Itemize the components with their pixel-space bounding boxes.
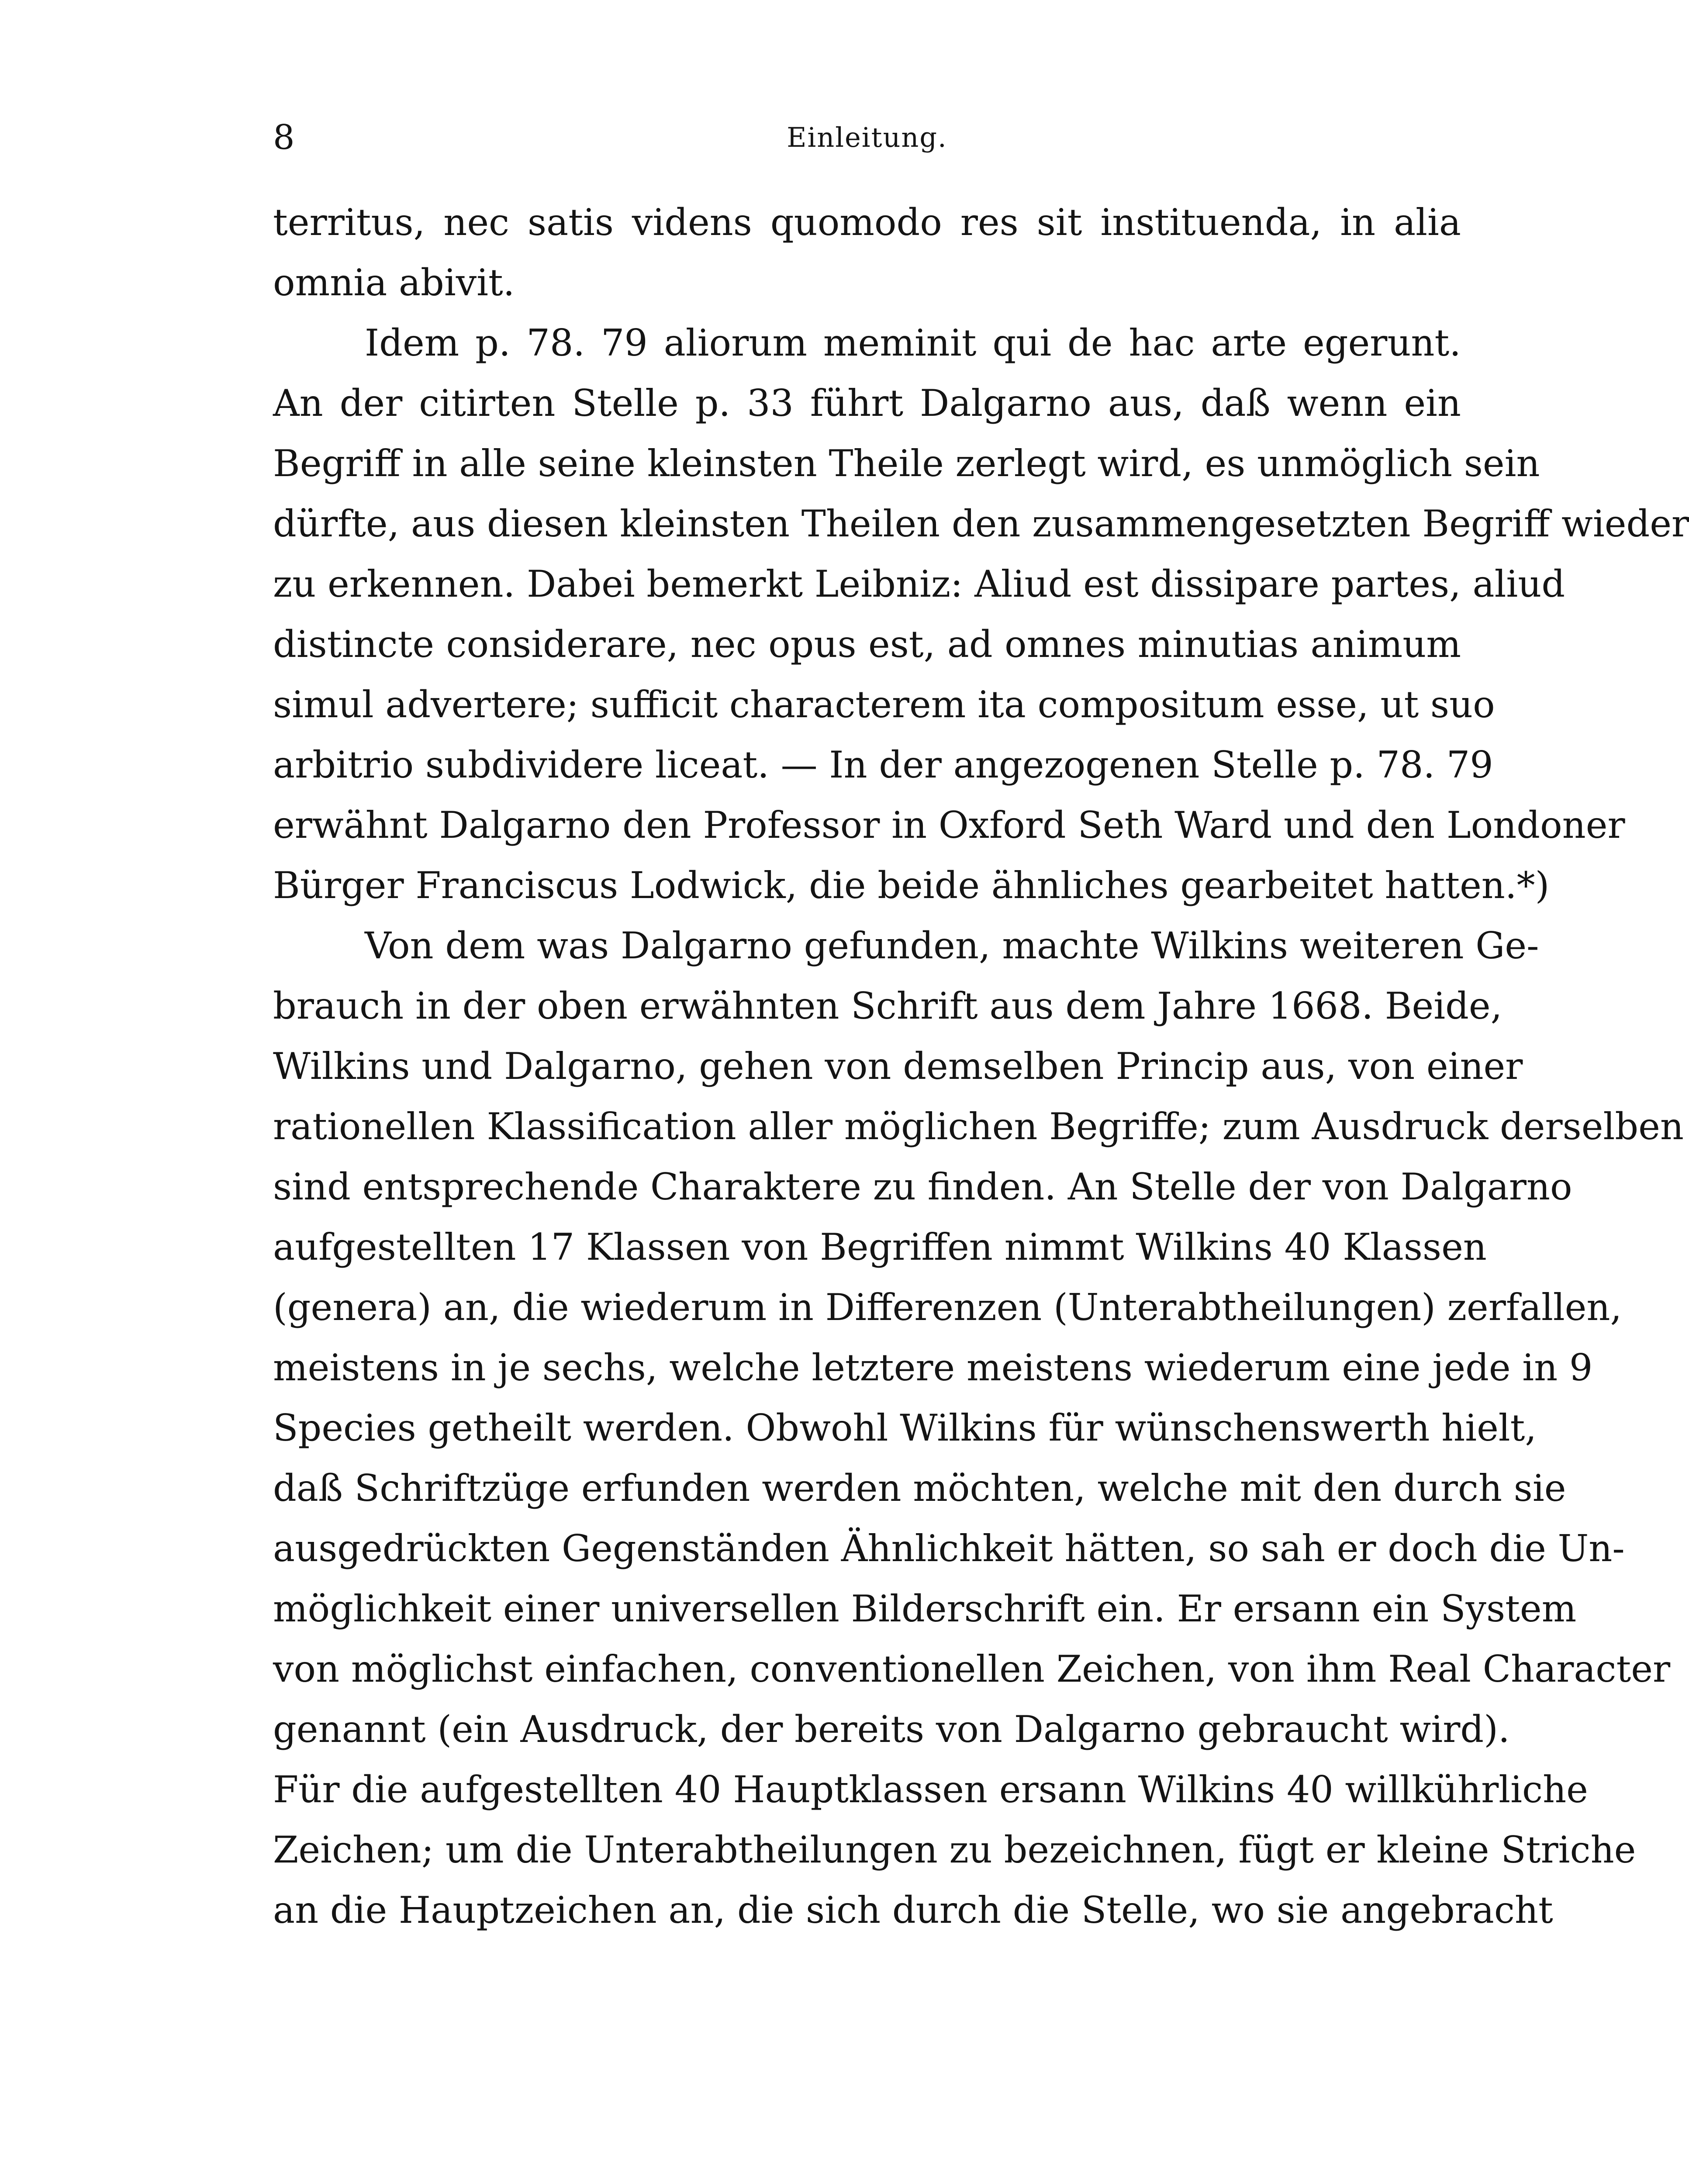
text-line: möglichkeit einer universellen Bilderschrift ein. Er ersann ein System — [273, 1587, 1577, 1630]
text-line: Für die aufgestellten 40 Hauptklassen ersann Wilkins 40 willkührliche — [273, 1768, 1588, 1811]
text-line: sind entsprechende Charaktere zu finden. An Stelle der von Dalgarno — [273, 1165, 1572, 1208]
text-line: Zeichen; um die Unterabtheilungen zu bezeichnen, fügt er kleine Striche — [273, 1828, 1636, 1871]
text-line: brauch in der oben erwähnten Schrift aus dem Jahre 1668. Beide, — [273, 985, 1502, 1027]
text-line: territus, nec satis videns quomodo res sit instituenda, in alia — [273, 201, 1461, 244]
text-line: dürfte, aus diesen kleinsten Theilen den zusammengesetzten Begriff wieder — [273, 502, 1689, 545]
page-number: 8 — [273, 118, 295, 157]
text-line: rationellen Klassification aller möglichen Begriffe; zum Ausdruck derselben — [273, 1105, 1684, 1148]
text-line: von möglichst einfachen, conventionellen Zeichen, von ihm Real Character — [273, 1648, 1671, 1690]
text-line: Species getheilt werden. Obwohl Wilkins für wünschenswerth hielt, — [273, 1406, 1537, 1449]
text-line: Begriff in alle seine kleinsten Theile zerlegt wird, es unmöglich sein — [273, 442, 1540, 485]
text-line: (genera) an, die wiederum in Differenzen (Unterabtheilungen) zerfallen, — [273, 1286, 1622, 1329]
text-line: Wilkins und Dalgarno, gehen von demselben Princip aus, von einer — [273, 1045, 1523, 1088]
text-line: ausgedrückten Gegenständen Ähnlichkeit hätten, so sah er doch die Un- — [273, 1527, 1625, 1570]
body-text — [273, 192, 1689, 1940]
text-line: arbitrio subdividere liceat. — In der angezogenen Stelle p. 78. 79 — [273, 743, 1493, 786]
text-line: erwähnt Dalgarno den Professor in Oxford Seth Ward und den Londoner — [273, 804, 1625, 847]
text-line: zu erkennen. Dabei bemerkt Leibniz: Aliud est dissipare partes, aliud — [273, 563, 1565, 605]
text-line: omnia abivit. — [273, 261, 515, 304]
text-line: An der citirten Stelle p. 33 führt Dalgarno aus, daß wenn ein — [273, 382, 1461, 425]
text-line: an die Hauptzeichen an, die sich durch die Stelle, wo sie angebracht — [273, 1889, 1553, 1932]
page-header — [273, 118, 1461, 170]
text-line: Idem p. 78. 79 aliorum meminit qui de hac arte egerunt. — [365, 321, 1461, 364]
text-line: simul advertere; sufficit characterem ita compositum esse, ut suo — [273, 683, 1495, 726]
text-line: Bürger Franciscus Lodwick, die beide ähnliches gearbeitet hatten.*) — [273, 864, 1550, 907]
running-head: Einleitung. — [787, 121, 947, 153]
text-line: aufgestellten 17 Klassen von Begriffen nimmt Wilkins 40 Klassen — [273, 1226, 1487, 1268]
text-line: Von dem was Dalgarno gefunden, machte Wilkins weiteren Ge- — [365, 924, 1539, 967]
text-line: meistens in je sechs, welche letztere meistens wiederum eine jede in 9 — [273, 1346, 1593, 1389]
text-line: distincte considerare, nec opus est, ad omnes minutias animum — [273, 623, 1461, 666]
text-line: genannt (ein Ausdruck, der bereits von Dalgarno gebraucht wird). — [273, 1708, 1510, 1751]
text-line: daß Schriftzüge erfunden werden möchten, welche mit den durch sie — [273, 1467, 1566, 1510]
